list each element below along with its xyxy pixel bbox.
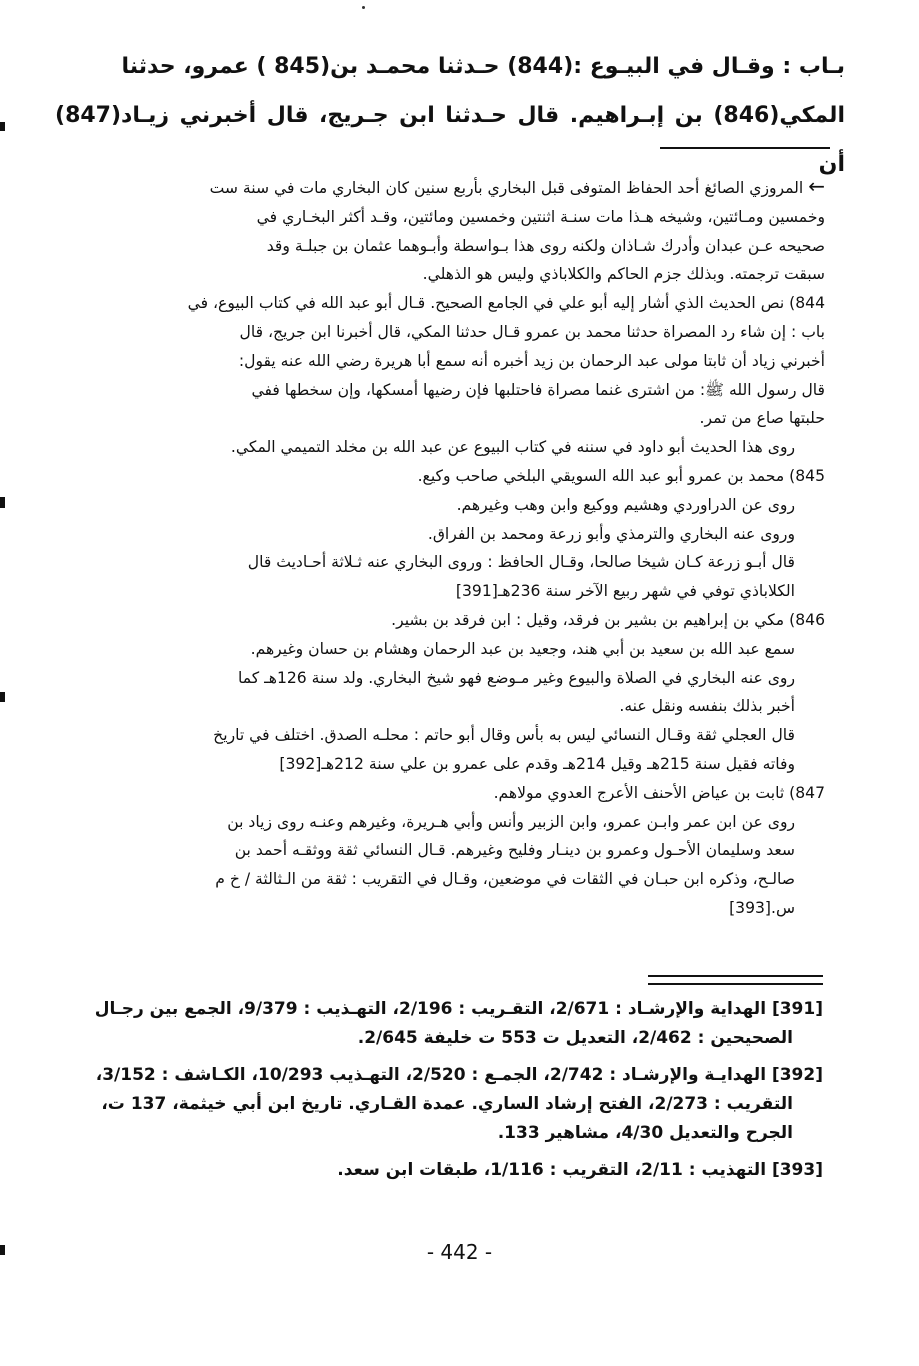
- note-844: [60, 289, 825, 462]
- note-line: قال العجلي ثقة وقـال النسائي ليس به بأس وقال أبو حاتم : محلـه الصدق. اختلف في تاريخ: [213, 726, 795, 745]
- reference-line: [392] الهدايـة والإرشـاد : 2/742، الجمـع : 2/520، التهـذيب 10/293، الكـاشف : 3/152،: [95, 1065, 823, 1085]
- note-line: 844) نص الحديث الذي أشار إليه أبو علي في الجامع الصحيح. قـال أبو عبد الله في كتاب البيوع، في: [187, 294, 825, 313]
- note-line: ← المروزي الصائغ أحد الحفاظ المتوفى قبل البخاري بأربع سنين كان البخاري مات في سنة ست: [209, 174, 825, 198]
- note-line: 846) مكي بن إبراهيم بن بشير بن فرقد، وقيل : ابن فرقد بن بشير.: [391, 610, 825, 629]
- note-line: وروى عنه البخاري والترمذي وأبو زرعة ومحمد بن الفراق.: [427, 524, 795, 543]
- note-line: أخبر بذلك بنفسه ونقل عنه.: [619, 697, 795, 716]
- note-number: 847): [789, 783, 825, 802]
- note-line: س.[393]: [729, 898, 795, 917]
- references-section: [58, 995, 823, 1193]
- note-line: أخبرني زياد أن ثابتا مولى عبد الرحمان بن زيد أخبره أنه سمع أبا هريرة رضي الله عنه يقول:: [238, 351, 825, 370]
- note-line: الكلاباذي توفي في شهر ربيع الآخر سنة 236هـ[391]: [455, 582, 795, 601]
- note-line: 847) ثابت بن عياض الأحنف الأعرج العدوي مولاهم.: [493, 783, 825, 802]
- reference-391: [58, 995, 823, 1053]
- note-line: صالـح، وذكره ابن حبـان في الثقات في موضعين، وقـال في التقريب : ثقة من الـثالثة / خ م: [215, 870, 795, 889]
- reference-line: [393] التهذيب : 2/11، التقريب : 1/116، طبقات ابن سعد.: [337, 1160, 823, 1180]
- reference-line: التقريب : 2/273، الفتح إرشاد الساري. عمدة القـاري. تاريخ ابن أبي خيثمة، 137 ت،: [101, 1094, 793, 1114]
- main-text-line: المكي(846) بن إبـراهيم. قال حـدثنا ابن جـريج، قال أخبرني زيـاد(847) أن: [55, 103, 845, 177]
- note-line: سبقت ترجمته. وبذلك جزم الحاكم والكلاباذي وليس هو الذهلي.: [422, 265, 825, 284]
- footnote-separator-rule: [660, 147, 830, 149]
- note-845: [60, 462, 825, 606]
- note-line: وخمسين ومـائتين، وشيخه هـذا مات سنـة اثنتين وخمسين ومائتين، وقـد أكثر البخـاري في: [256, 207, 825, 226]
- reference-392: [58, 1061, 823, 1148]
- references-separator-double-rule: [648, 975, 823, 985]
- note-line: صحيحه عـن عبدان وأدرك شـاذان ولكنه روى هذا بـواسطة وأبـوهما عثمان بن جبلـة وقد: [266, 236, 825, 255]
- note-line: قال رسول الله ﷺ: من اشترى غنما مصراة فاحتلبها فإن رضيها أمسكها، وإن سخطها ففي: [251, 380, 825, 399]
- note-line: 845) محمد بن عمرو أبو عبد الله السويقي البلخي صاحب وكيع.: [417, 466, 825, 485]
- scan-margin-mark: [0, 692, 5, 702]
- note-line: باب : إن شاء رد المصراة حدثنا محمد بن عمرو قـال حدثنا المكي، قال أخبرنا ابن جريج، قال: [239, 322, 825, 341]
- reference-393: [58, 1156, 823, 1185]
- note-continuation: [60, 172, 825, 289]
- note-line: روى عن ابن عمر وابـن عمرو، وابن الزبير وأنس وأبي هـريرة، وغيرهم وعنـه روى زياد بن: [227, 812, 795, 831]
- scan-margin-mark: [0, 122, 5, 131]
- note-number: 845): [789, 466, 825, 485]
- scan-margin-mark: [0, 497, 5, 508]
- note-line: حلبتها صاع من تمر.: [699, 409, 825, 428]
- main-text-line: بـاب : وقـال في البيـوع :(844) حـدثنا محمـد بن(845 ) عمرو، حدثنا: [121, 54, 845, 79]
- main-text: [55, 42, 845, 189]
- reference-line: [391] الهداية والإرشـاد : 2/671، التقـريب : 2/196، التهـذيب : 9/379، الجمع بين رجـال: [94, 999, 823, 1019]
- note-line: سمع عبد الله بن سعيد بن أبي هند، وجعيد بن عبد الرحمان وهشام بن حسان وغيرهم.: [250, 639, 795, 658]
- note-846: [60, 606, 825, 779]
- note-number: 846): [789, 610, 825, 629]
- note-line: روى هذا الحديث أبو داود في سننه في كتاب البيوع عن عبد الله بن مخلد التميمي المكي.: [230, 438, 795, 457]
- note-line: قال أبـو زرعة كـان شيخا صالحا، وقـال الحافظ : وروى البخاري عنه ثـلاثة أحـاديث قال: [247, 553, 795, 572]
- note-line: سعد وسليمان الأحـول وعمرو بن دينـار وفليح وغيرهم. قـال النسائي ثقة ووثقـه أحمد بن: [234, 841, 795, 860]
- continuation-arrow-icon: ←: [808, 174, 825, 198]
- page-number: - 442 -: [426, 1240, 493, 1264]
- scan-speck: [362, 6, 365, 9]
- reference-line: الصحيحين : 2/462، التعديل ت 553 ت خليفة 2/645.: [357, 1028, 793, 1048]
- note-line: روى عن الدراوردي وهشيم ووكيع وابن وهب وغيرهم.: [456, 495, 795, 514]
- note-line: وفاته فقيل سنة 215هـ وقيل 214هـ وقدم على عمرو بن علي سنة 212هـ[392]: [279, 754, 795, 773]
- note-847: [60, 779, 825, 923]
- reference-line: الجرح والتعديل 4/30، مشاهير 133.: [497, 1123, 793, 1143]
- note-line: روى عنه البخاري في الصلاة والبيوع وغير مـوضع فهو شيخ البخاري. ولد سنة 126هـ كما: [238, 668, 795, 687]
- note-number: 844): [789, 294, 825, 313]
- footnotes-section: [60, 172, 825, 923]
- scan-margin-mark: [0, 1245, 5, 1255]
